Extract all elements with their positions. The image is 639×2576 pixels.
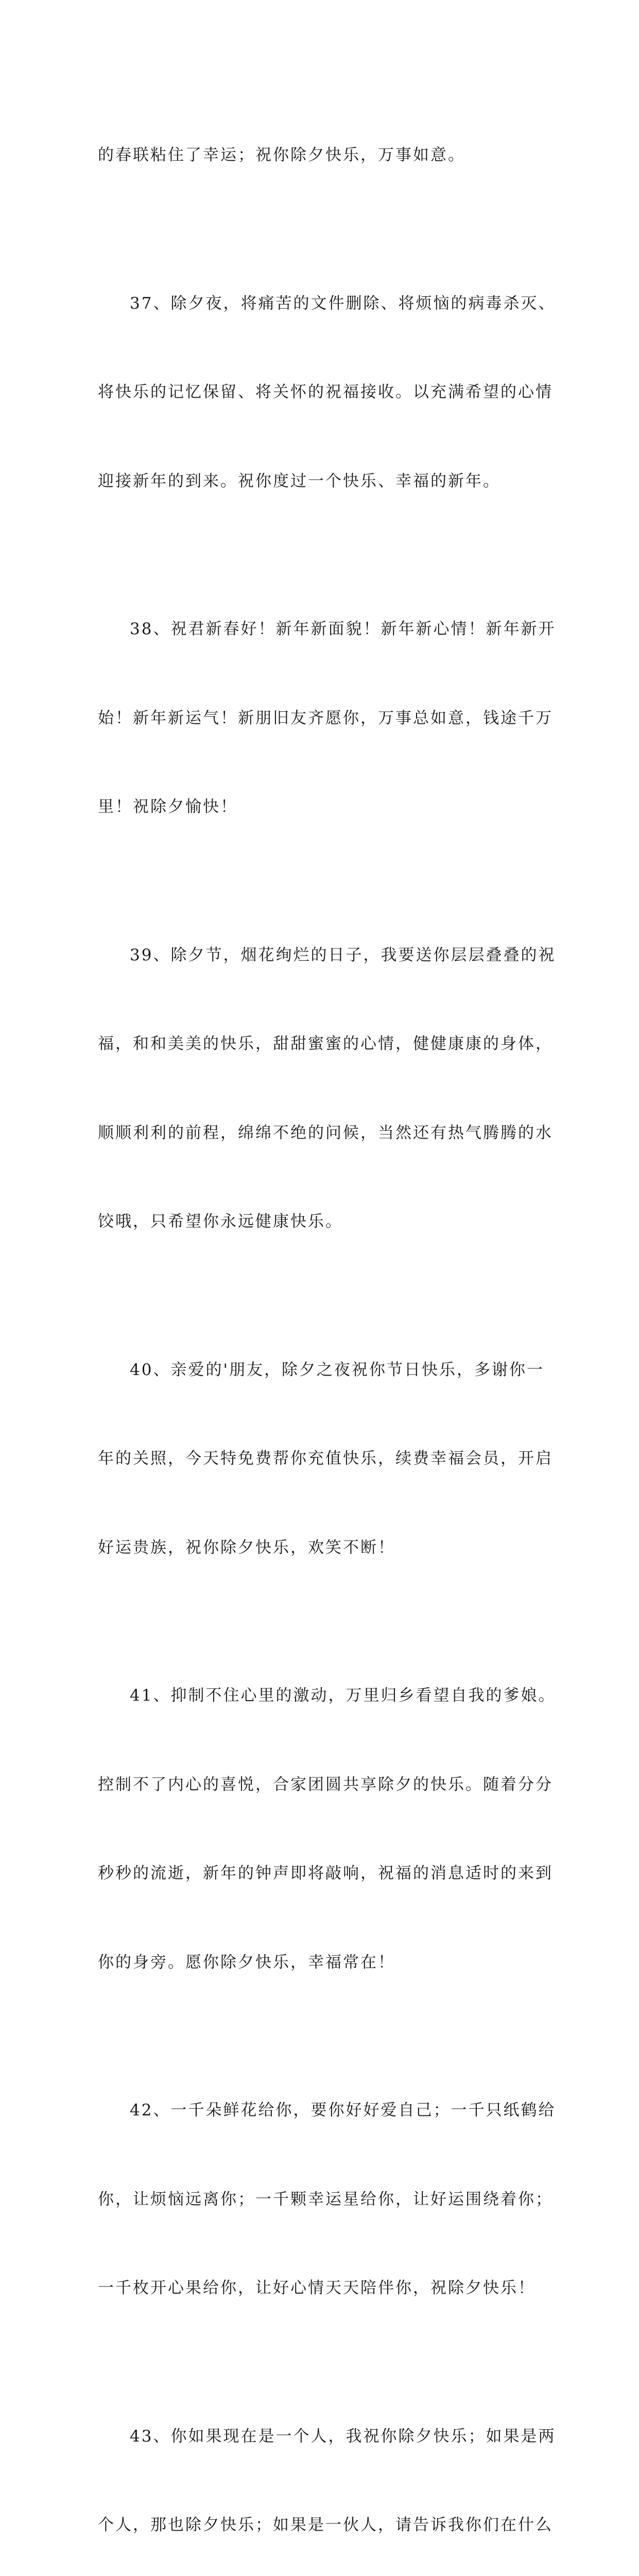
text-line: 个人，那也除夕快乐；如果是一伙人，请告诉我你们在什么 xyxy=(98,2511,561,2540)
text-line: 里！祝除夕愉快！ xyxy=(98,792,561,822)
text-line: 42、一千朵鲜花给你，要你好好爱自己；一千只纸鹤给 xyxy=(98,2096,561,2126)
text-line: 43、你如果现在是一个人，我祝你除夕快乐；如果是两 xyxy=(98,2422,561,2452)
text-line: 的春联粘住了幸运；祝你除夕快乐，万事如意。 xyxy=(98,141,561,171)
text-line: 秒秒的流逝，新年的钟声即将敲响，祝福的消息适时的来到 xyxy=(98,1859,561,1889)
text-line: 你的身旁。愿你除夕快乐，幸福常在！ xyxy=(98,1948,561,1978)
paragraph-40 xyxy=(98,1296,561,1622)
document-body xyxy=(98,81,561,2576)
text-line: 年的关照，今天特免费帮你充值快乐，续费幸福会员，开启 xyxy=(98,1444,561,1474)
text-line: 38、祝君新春好！新年新面貌！新年新心情！新年新开 xyxy=(98,615,561,645)
paragraph-37 xyxy=(98,230,561,556)
text-line: 40、亲爱的'朋友，除夕之夜祝你节日快乐，多谢你一 xyxy=(98,1355,561,1385)
paragraph-42 xyxy=(98,2037,561,2363)
text-line: 顺顺利利的前程，绵绵不绝的问候，当然还有热气腾腾的水 xyxy=(98,1118,561,1148)
paragraph-43 xyxy=(98,2363,561,2576)
text-line: 好运贵族，祝你除夕快乐，欢笑不断！ xyxy=(98,1533,561,1563)
paragraph-41 xyxy=(98,1622,561,2037)
text-line: 始！新年新运气！新朋旧友齐愿你，万事总如意，钱途千万 xyxy=(98,704,561,734)
paragraph-39 xyxy=(98,882,561,1296)
text-line: 福，和和美美的快乐，甜甜蜜蜜的心情，健健康康的身体， xyxy=(98,1029,561,1059)
text-line: 控制不了内心的喜悦，合家团圆共享除夕的快乐。随着分分 xyxy=(98,1770,561,1800)
text-line: 迎接新年的到来。祝你度过一个快乐、幸福的新年。 xyxy=(98,467,561,497)
paragraph-continuation xyxy=(98,81,561,230)
document-page xyxy=(0,0,639,904)
text-line: 一千枚开心果给你，让好心情天天陪伴你，祝除夕快乐！ xyxy=(98,2274,561,2303)
text-line: 饺哦，只希望你永远健康快乐。 xyxy=(98,1207,561,1237)
text-line: 39、除夕节，烟花绚烂的日子，我要送你层层叠叠的祝 xyxy=(98,941,561,971)
text-line: 37、除夕夜，将痛苦的文件删除、将烦恼的病毒杀灭、 xyxy=(98,289,561,319)
text-line: 将快乐的记忆保留、将关怀的祝福接收。以充满希望的心情 xyxy=(98,378,561,408)
text-line: 41、抑制不住心里的激动，万里归乡看望自我的爹娘。 xyxy=(98,1681,561,1711)
text-line: 你，让烦恼远离你；一千颗幸运星给你，让好运围绕着你； xyxy=(98,2185,561,2215)
paragraph-38 xyxy=(98,555,561,882)
